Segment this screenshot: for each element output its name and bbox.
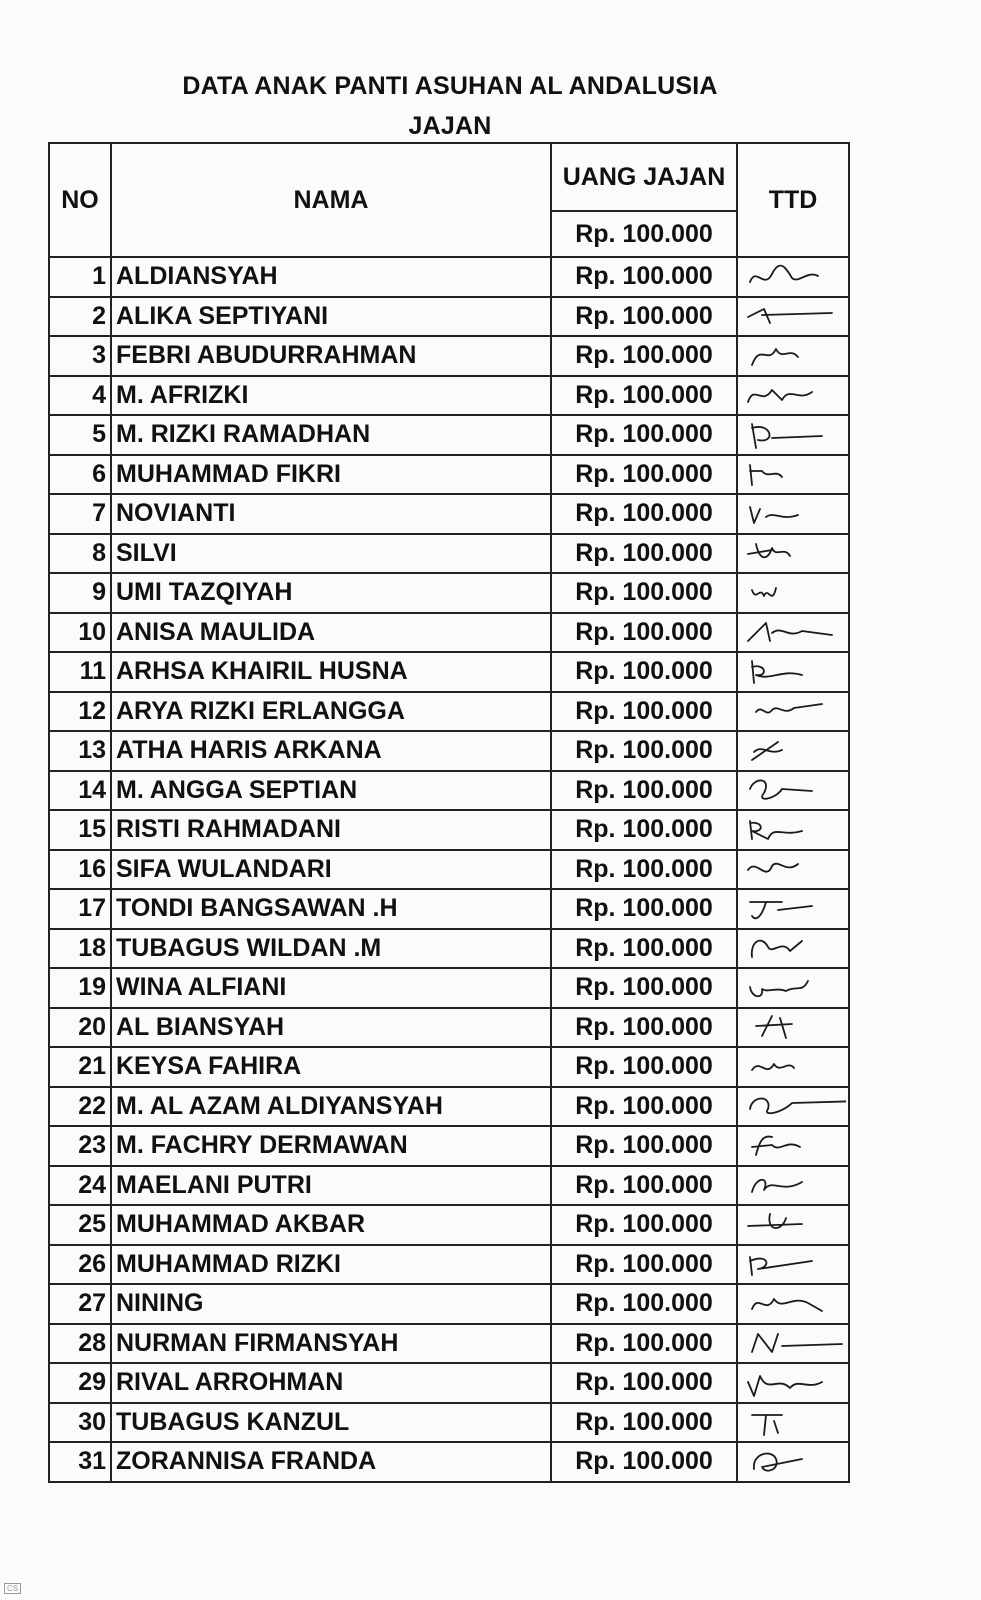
row-signature [737, 850, 849, 890]
row-number: 26 [49, 1245, 111, 1285]
signature-icon [742, 536, 846, 570]
signature-icon [742, 1326, 846, 1360]
row-signature [737, 494, 849, 534]
row-name: UMI TAZQIYAH [111, 573, 551, 613]
table-row [49, 652, 849, 692]
row-signature [737, 376, 849, 416]
table-row [49, 889, 849, 929]
header-no: NO [49, 143, 111, 257]
row-amount: Rp. 100.000 [551, 1245, 737, 1285]
table-row [49, 1363, 849, 1403]
row-amount: Rp. 100.000 [551, 810, 737, 850]
signature-icon [742, 260, 846, 294]
row-amount: Rp. 100.000 [551, 494, 737, 534]
signature-icon [742, 1366, 846, 1400]
row-amount: Rp. 100.000 [551, 1047, 737, 1087]
row-name: AL BIANSYAH [111, 1008, 551, 1048]
row-amount: Rp. 100.000 [551, 1126, 737, 1166]
table-row [49, 1324, 849, 1364]
document-subtitle: JAJAN [408, 112, 492, 140]
signature-icon [742, 378, 846, 412]
table-row [49, 1047, 849, 1087]
row-name: ALDIANSYAH [111, 257, 551, 297]
signature-icon [742, 734, 846, 768]
signature-icon [742, 971, 846, 1005]
row-amount: Rp. 100.000 [551, 297, 737, 337]
row-name: RIVAL ARROHMAN [111, 1363, 551, 1403]
header-uang-jajan: UANG JAJAN [551, 143, 737, 211]
table-row [49, 573, 849, 613]
table-row [49, 1205, 849, 1245]
row-amount: Rp. 100.000 [551, 1284, 737, 1324]
row-amount: Rp. 100.000 [551, 613, 737, 653]
table-row [49, 810, 849, 850]
document-title: DATA ANAK PANTI ASUHAN AL ANDALUSIA [182, 72, 718, 100]
row-amount: Rp. 100.000 [551, 376, 737, 416]
row-number: 20 [49, 1008, 111, 1048]
row-name: TONDI BANGSAWAN .H [111, 889, 551, 929]
row-number: 8 [49, 534, 111, 574]
row-name: ZORANNISA FRANDA [111, 1442, 551, 1482]
row-number: 30 [49, 1403, 111, 1443]
row-name: SIFA WULANDARI [111, 850, 551, 890]
row-number: 31 [49, 1442, 111, 1482]
row-signature [737, 336, 849, 376]
row-signature [737, 731, 849, 771]
signature-icon [742, 497, 846, 531]
row-number: 29 [49, 1363, 111, 1403]
row-name: WINA ALFIANI [111, 968, 551, 1008]
row-name: NURMAN FIRMANSYAH [111, 1324, 551, 1364]
signature-icon [742, 1050, 846, 1084]
signature-icon [742, 892, 846, 926]
row-number: 11 [49, 652, 111, 692]
row-number: 23 [49, 1126, 111, 1166]
table-row [49, 297, 849, 337]
signature-icon [742, 299, 846, 333]
row-number: 10 [49, 613, 111, 653]
row-number: 7 [49, 494, 111, 534]
row-number: 19 [49, 968, 111, 1008]
table-row [49, 731, 849, 771]
row-amount: Rp. 100.000 [551, 771, 737, 811]
signature-icon [742, 931, 846, 965]
row-signature [737, 652, 849, 692]
signature-icon [742, 694, 846, 728]
row-amount: Rp. 100.000 [551, 415, 737, 455]
row-name: NINING [111, 1284, 551, 1324]
row-signature [737, 1363, 849, 1403]
row-name: NOVIANTI [111, 494, 551, 534]
signature-icon [742, 1405, 846, 1439]
row-number: 18 [49, 929, 111, 969]
row-signature [737, 455, 849, 495]
row-amount: Rp. 100.000 [551, 889, 737, 929]
row-signature [737, 771, 849, 811]
row-amount: Rp. 100.000 [551, 929, 737, 969]
signature-icon [742, 1089, 846, 1123]
row-number: 22 [49, 1087, 111, 1127]
row-number: 3 [49, 336, 111, 376]
row-number: 1 [49, 257, 111, 297]
row-amount: Rp. 100.000 [551, 1324, 737, 1364]
row-amount: Rp. 100.000 [551, 652, 737, 692]
header-ttd: TTD [737, 143, 849, 257]
row-number: 6 [49, 455, 111, 495]
signature-icon [742, 1129, 846, 1163]
row-name: KEYSA FAHIRA [111, 1047, 551, 1087]
signature-icon [742, 655, 846, 689]
row-amount: Rp. 100.000 [551, 1442, 737, 1482]
row-number: 16 [49, 850, 111, 890]
row-amount: Rp. 100.000 [551, 455, 737, 495]
row-number: 4 [49, 376, 111, 416]
row-amount: Rp. 100.000 [551, 573, 737, 613]
signature-icon [742, 339, 846, 373]
row-number: 24 [49, 1166, 111, 1206]
table-row [49, 415, 849, 455]
row-name: TUBAGUS KANZUL [111, 1403, 551, 1443]
table-row [49, 771, 849, 811]
row-name: FEBRI ABUDURRAHMAN [111, 336, 551, 376]
scanner-watermark [4, 1583, 24, 1594]
table-row [49, 1126, 849, 1166]
signature-icon [742, 813, 846, 847]
row-name: TUBAGUS WILDAN .M [111, 929, 551, 969]
table-row [49, 1442, 849, 1482]
signature-icon [742, 615, 846, 649]
row-amount: Rp. 100.000 [551, 1363, 737, 1403]
row-amount: Rp. 100.000 [551, 968, 737, 1008]
signature-icon [742, 1247, 846, 1281]
signature-icon [742, 1168, 846, 1202]
row-name: RISTI RAHMADANI [111, 810, 551, 850]
table-row [49, 534, 849, 574]
signature-icon [742, 457, 846, 491]
row-signature [737, 613, 849, 653]
row-amount: Rp. 100.000 [551, 257, 737, 297]
row-number: 25 [49, 1205, 111, 1245]
row-signature [737, 573, 849, 613]
table-row [49, 257, 849, 297]
row-name: ARHSA KHAIRIL HUSNA [111, 652, 551, 692]
row-name: MUHAMMAD FIKRI [111, 455, 551, 495]
table-row [49, 1245, 849, 1285]
row-amount: Rp. 100.000 [551, 534, 737, 574]
row-signature [737, 1324, 849, 1364]
table-row [49, 692, 849, 732]
row-signature [737, 415, 849, 455]
row-name: SILVI [111, 534, 551, 574]
row-name: ANISA MAULIDA [111, 613, 551, 653]
signature-icon [742, 1445, 846, 1479]
row-number: 14 [49, 771, 111, 811]
row-name: M. RIZKI RAMADHAN [111, 415, 551, 455]
signature-icon [742, 418, 846, 452]
table-row [49, 336, 849, 376]
row-number: 5 [49, 415, 111, 455]
table-row [49, 1008, 849, 1048]
row-amount: Rp. 100.000 [551, 1205, 737, 1245]
signature-icon [742, 1208, 846, 1242]
row-name: M. AL AZAM ALDIYANSYAH [111, 1087, 551, 1127]
row-name: ALIKA SEPTIYANI [111, 297, 551, 337]
row-name: MUHAMMAD AKBAR [111, 1205, 551, 1245]
row-amount: Rp. 100.000 [551, 1087, 737, 1127]
row-signature [737, 1047, 849, 1087]
row-number: 28 [49, 1324, 111, 1364]
header-nama: NAMA [111, 143, 551, 257]
table-row [49, 1087, 849, 1127]
row-number: 27 [49, 1284, 111, 1324]
row-amount: Rp. 100.000 [551, 336, 737, 376]
allowance-table [48, 142, 850, 1483]
row-name: ATHA HARIS ARKANA [111, 731, 551, 771]
table-row [49, 850, 849, 890]
signature-icon [742, 576, 846, 610]
header-uang-amount: Rp. 100.000 [551, 211, 737, 257]
row-name: M. ANGGA SEPTIAN [111, 771, 551, 811]
row-number: 17 [49, 889, 111, 929]
row-signature [737, 297, 849, 337]
table-row [49, 929, 849, 969]
table-row [49, 376, 849, 416]
scanner-badge: CS [4, 1583, 21, 1594]
row-signature [737, 1284, 849, 1324]
row-signature [737, 1403, 849, 1443]
row-name: ARYA RIZKI ERLANGGA [111, 692, 551, 732]
row-signature [737, 692, 849, 732]
table-row [49, 1166, 849, 1206]
row-signature [737, 1205, 849, 1245]
row-signature [737, 929, 849, 969]
table-header-row [49, 143, 849, 211]
row-number: 12 [49, 692, 111, 732]
signature-icon [742, 1287, 846, 1321]
table-body [49, 257, 849, 1482]
row-signature [737, 1126, 849, 1166]
signature-icon [742, 1010, 846, 1044]
signature-icon [742, 773, 846, 807]
row-signature [737, 810, 849, 850]
row-signature [737, 889, 849, 929]
row-number: 15 [49, 810, 111, 850]
row-name: MAELANI PUTRI [111, 1166, 551, 1206]
row-amount: Rp. 100.000 [551, 1166, 737, 1206]
row-name: M. FACHRY DERMAWAN [111, 1126, 551, 1166]
row-signature [737, 534, 849, 574]
row-number: 13 [49, 731, 111, 771]
table-row [49, 455, 849, 495]
table-row [49, 1284, 849, 1324]
row-number: 21 [49, 1047, 111, 1087]
row-amount: Rp. 100.000 [551, 692, 737, 732]
row-number: 9 [49, 573, 111, 613]
row-signature [737, 1008, 849, 1048]
row-number: 2 [49, 297, 111, 337]
row-name: MUHAMMAD RIZKI [111, 1245, 551, 1285]
row-signature [737, 257, 849, 297]
table-row [49, 613, 849, 653]
row-amount: Rp. 100.000 [551, 731, 737, 771]
row-signature [737, 968, 849, 1008]
row-signature [737, 1442, 849, 1482]
row-signature [737, 1166, 849, 1206]
table-row [49, 494, 849, 534]
row-signature [737, 1087, 849, 1127]
row-amount: Rp. 100.000 [551, 1403, 737, 1443]
signature-icon [742, 852, 846, 886]
row-amount: Rp. 100.000 [551, 1008, 737, 1048]
table-row [49, 1403, 849, 1443]
row-signature [737, 1245, 849, 1285]
table-row [49, 968, 849, 1008]
row-name: M. AFRIZKI [111, 376, 551, 416]
row-amount: Rp. 100.000 [551, 850, 737, 890]
